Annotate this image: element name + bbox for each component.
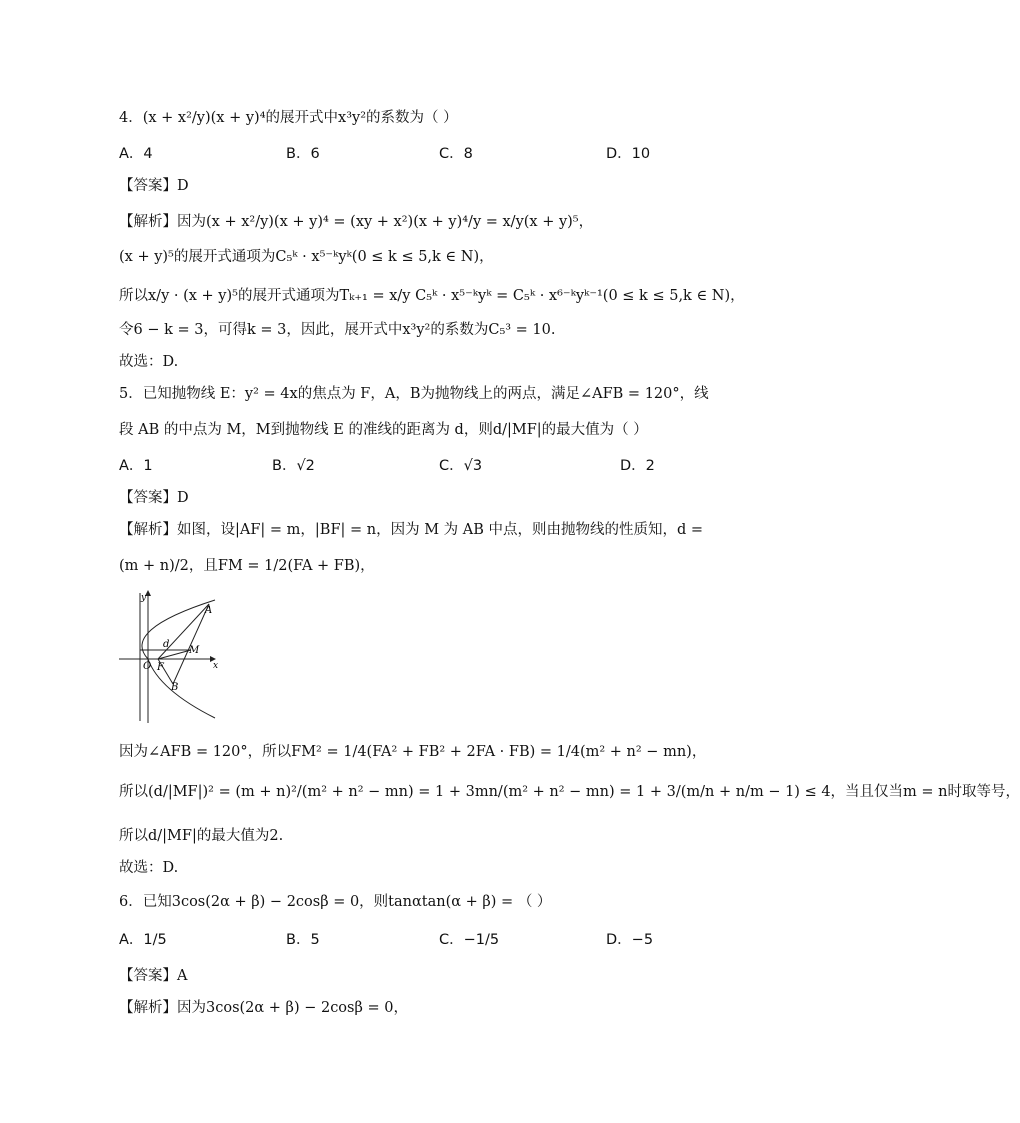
q4-conclusion: 故选：D. xyxy=(119,354,179,370)
q4-analysis-2: (x + y)⁵的展开式通项为C₅ᵏ · x⁵⁻ᵏyᵏ(0 ≤ k ≤ 5,k ∈ N)， xyxy=(119,249,494,265)
q5-conclusion: 故选：D. xyxy=(119,860,179,876)
q6-stem: 6．已知3cos(2α + β) − 2cosβ = 0，则tanαtan(α + β) = （ ） xyxy=(119,894,552,910)
parabola-figure xyxy=(119,590,223,725)
q4-analysis-1: 【解析】因为(x + x²/y)(x + y)⁴ = (xy + x²)(x + y)⁴/y = x/y(x + y)⁵， xyxy=(119,214,594,230)
q5-option-a: A．1 xyxy=(119,458,153,474)
q6-option-c: C．−1/5 xyxy=(439,932,500,948)
q4-option-a: A．4 xyxy=(119,146,153,162)
q5-analysis-3: 因为∠AFB = 120°，所以FM² = 1/4(FA² + FB² + 2FA · FB) = 1/4(m² + n² − mn)， xyxy=(119,744,707,760)
label-f: F xyxy=(157,662,164,673)
label-y: y xyxy=(141,593,147,603)
q5-analysis-2: (m + n)/2，且FM = 1/2(FA + FB)， xyxy=(119,558,375,574)
label-o: O xyxy=(143,661,152,672)
q5-answer: 【答案】D xyxy=(119,490,189,506)
q6-option-b: B．5 xyxy=(286,932,320,948)
line-fa xyxy=(158,604,209,659)
q6-option-d: D．−5 xyxy=(606,932,654,948)
q5-stem-line-1: 5．已知抛物线 E：y² = 4x的焦点为 F，A，B为抛物线上的两点，满足∠AFB = 120°，线 xyxy=(119,386,709,402)
q4-answer: 【答案】D xyxy=(119,178,189,194)
q6-analysis-1: 【解析】因为3cos(2α + β) − 2cosβ = 0， xyxy=(119,1000,408,1016)
q4-analysis-4: 令6 − k = 3，可得k = 3，因此，展开式中x³y²的系数为C₅³ = 10. xyxy=(119,322,556,338)
q4-option-c: C．8 xyxy=(439,146,473,162)
label-x: x xyxy=(213,661,219,671)
q6-option-a: A．1/5 xyxy=(119,932,167,948)
label-d: d xyxy=(163,639,170,650)
q5-option-c: C．√3 xyxy=(439,458,483,474)
q4-analysis-3: 所以x/y · (x + y)⁵的展开式通项为Tₖ₊₁ = x/y C₅ᵏ · x⁵⁻ᵏyᵏ = C₅ᵏ · x⁶⁻ᵏyᵏ⁻¹(0 ≤ k ≤ 5,k ∈ N)， xyxy=(119,288,745,304)
line-ab xyxy=(173,604,209,684)
label-a: A xyxy=(205,605,213,616)
q5-analysis-5: 所以d/|MF|的最大值为2. xyxy=(119,828,284,844)
q5-analysis-1: 【解析】如图，设|AF| = m，|BF| = n，因为 M 为 AB 中点，则由抛物线的性质知，d = xyxy=(119,522,704,538)
label-m: M xyxy=(189,645,200,656)
q4-stem: 4．(x + x²/y)(x + y)⁴的展开式中x³y²的系数为（ ） xyxy=(119,110,458,126)
q5-option-b: B．√2 xyxy=(272,458,315,474)
q4-option-d: D．10 xyxy=(606,146,651,162)
q5-stem-line-2: 段 AB 的中点为 M，M到抛物线 E 的准线的距离为 d，则d/|MF|的最大值为（ ） xyxy=(119,422,648,438)
q6-answer: 【答案】A xyxy=(119,968,188,984)
label-b: B xyxy=(171,682,179,693)
q5-option-d: D．2 xyxy=(620,458,655,474)
q5-analysis-4: 所以(d/|MF|)² = (m + n)²/(m² + n² − mn) = 1 + 3mn/(m² + n² − mn) = 1 + 3/(m/n + n/m − 1) ≤ 4，当且仅当m = n时取等号， xyxy=(119,784,1020,800)
q4-option-b: B．6 xyxy=(286,146,320,162)
